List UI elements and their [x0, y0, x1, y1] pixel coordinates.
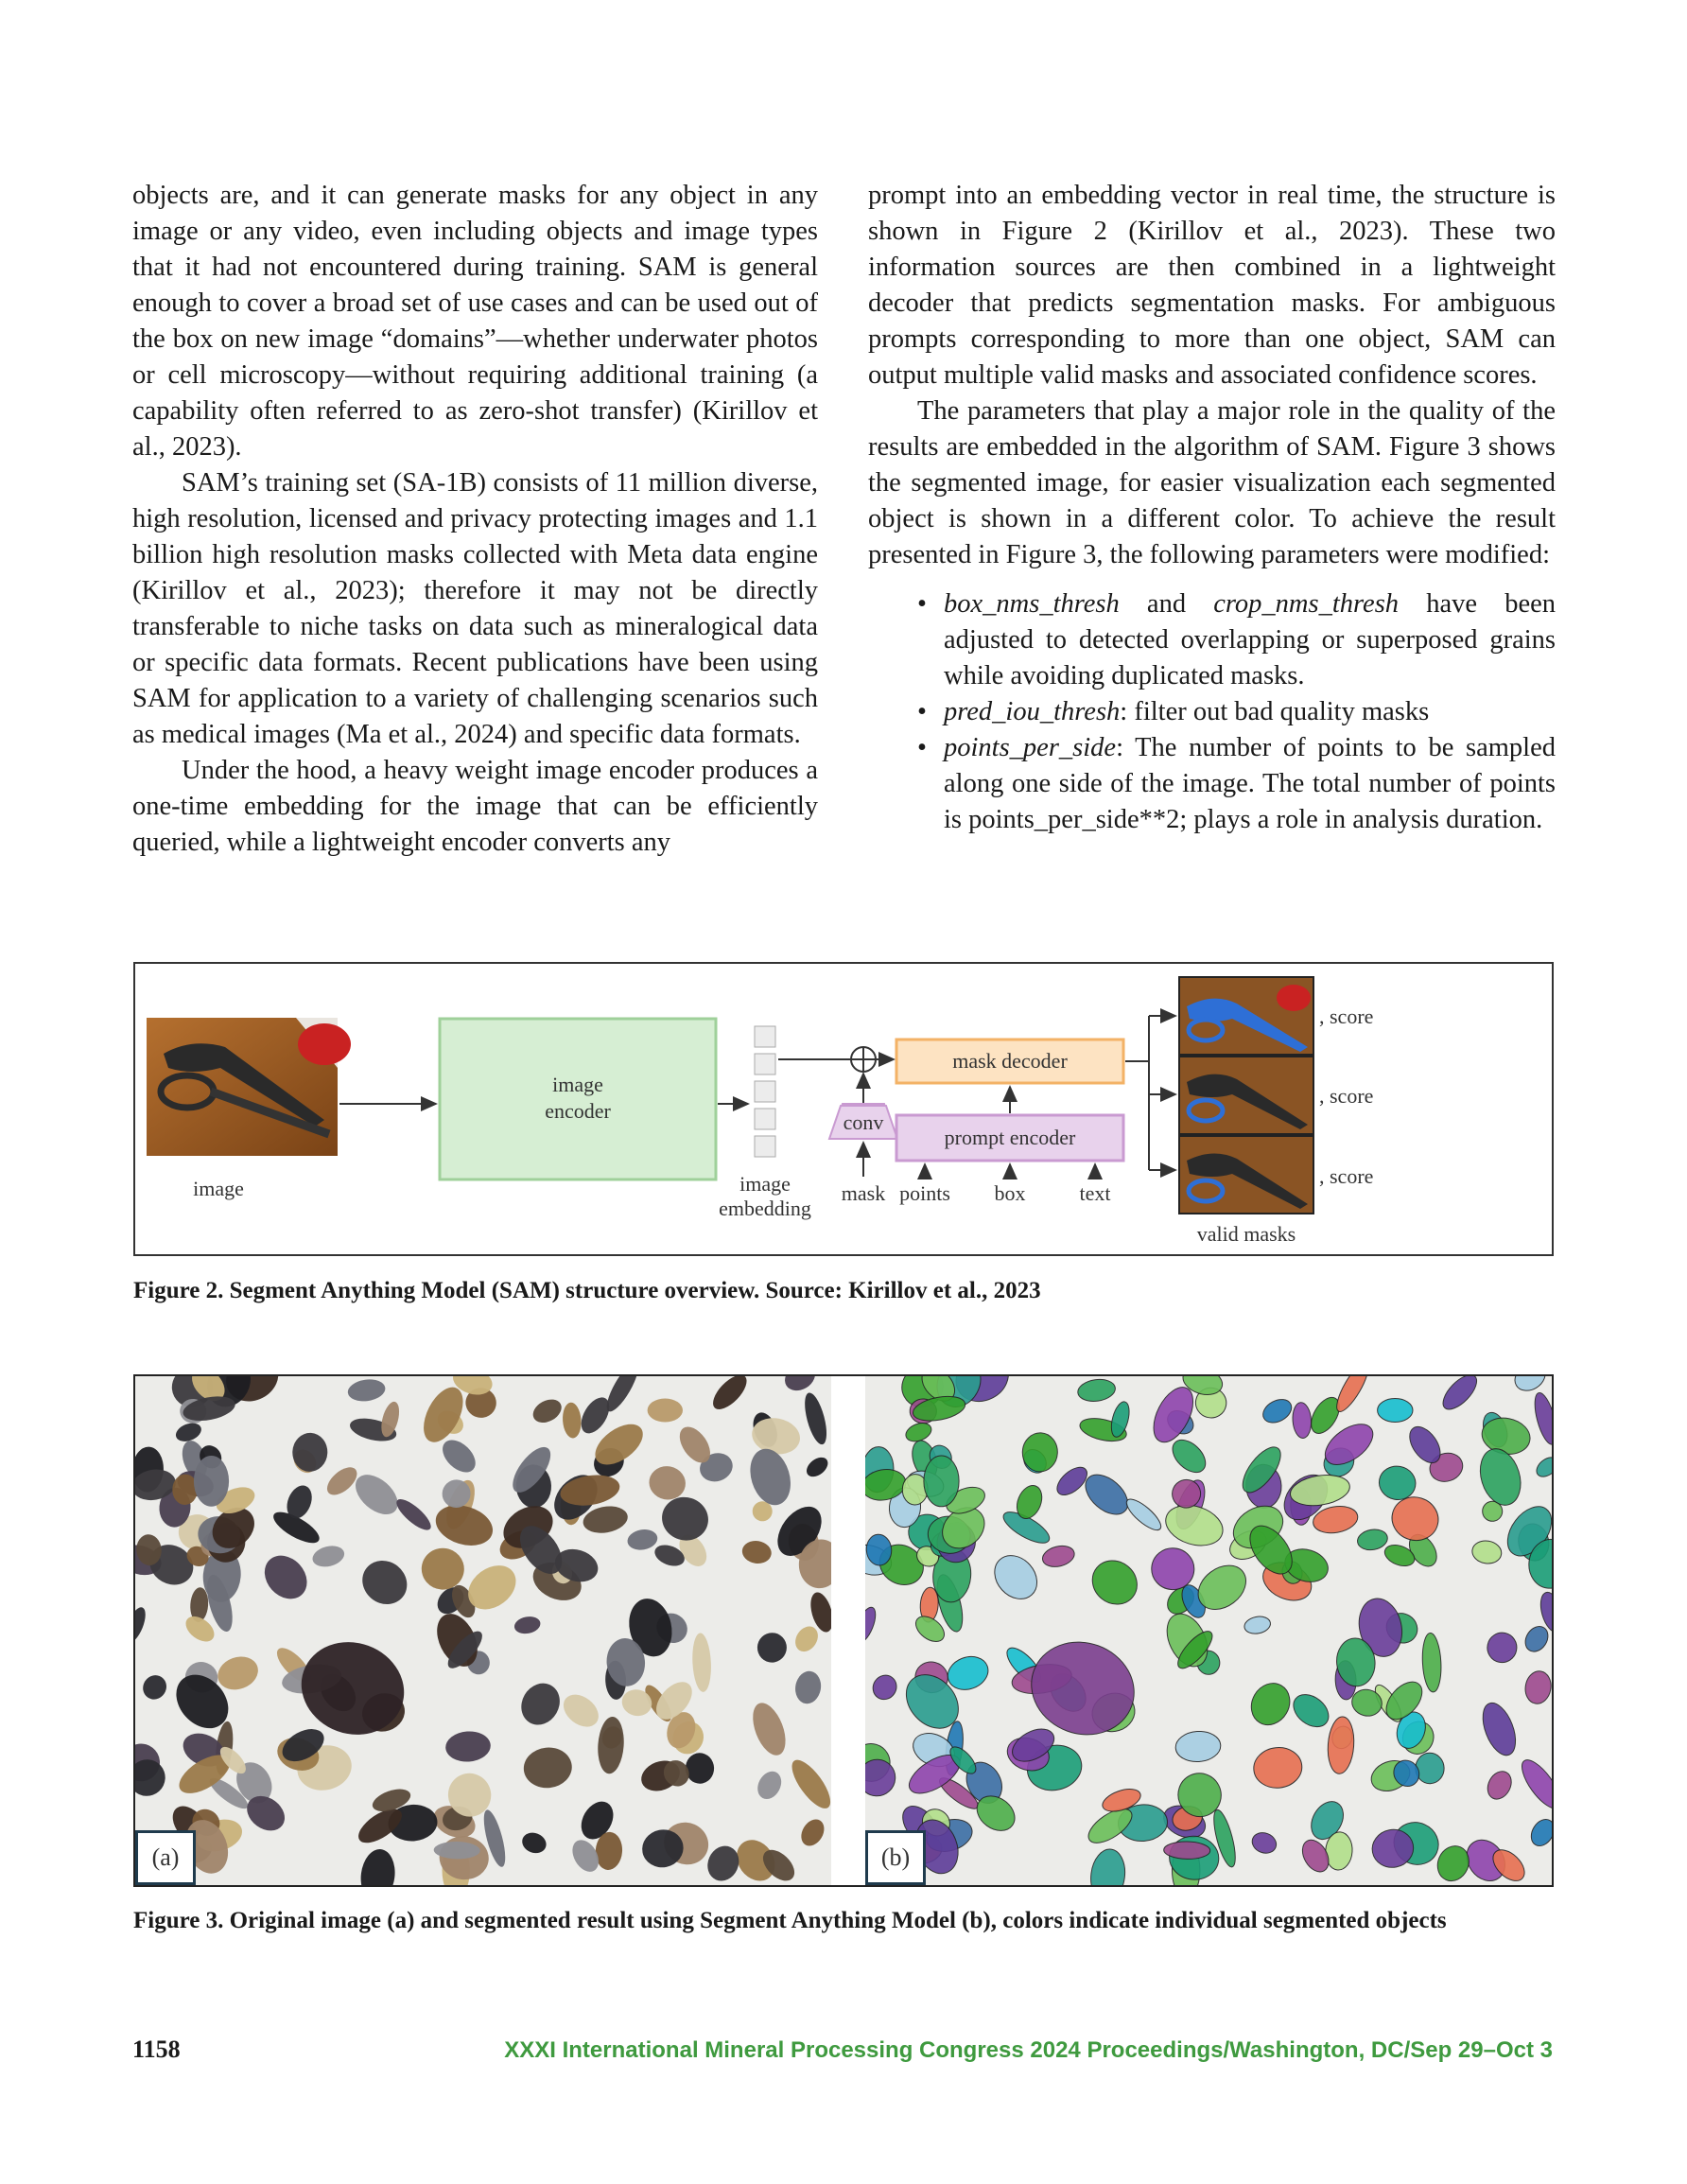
- grain: [791, 1622, 823, 1656]
- score-label-2: , score: [1319, 1084, 1374, 1108]
- grain: [707, 1376, 752, 1415]
- grain: [986, 1547, 1046, 1608]
- grain: [656, 1492, 713, 1546]
- grain: [601, 1376, 644, 1415]
- grain: [430, 1498, 497, 1552]
- original-grains-image: [135, 1376, 831, 1885]
- grain: [753, 1767, 786, 1803]
- figure-2-caption: Figure 2. Segment Anything Model (SAM) structure overview. Source: Kirillov et al., 2023: [133, 1278, 1041, 1303]
- grain: [691, 1633, 713, 1692]
- param-term: pred_iou_thresh: [944, 697, 1121, 726]
- panel-label-a: (a): [135, 1830, 196, 1885]
- grain: [358, 1847, 398, 1885]
- grain: [557, 1688, 604, 1734]
- grain: [256, 1547, 316, 1608]
- grain: [1287, 1688, 1334, 1734]
- grain: [194, 1456, 229, 1507]
- page-number: 1158: [132, 2035, 181, 2063]
- encoder-label-line2: encoder: [545, 1099, 611, 1123]
- grain: [648, 1399, 683, 1423]
- input-box-label: box: [994, 1181, 1026, 1205]
- grain: [529, 1395, 565, 1427]
- input-points-label: points: [899, 1181, 950, 1205]
- grain: [415, 1381, 471, 1448]
- grain: [522, 1745, 574, 1791]
- grain: [903, 1420, 933, 1444]
- grain: [1421, 1633, 1443, 1692]
- right-paragraph-2: The parameters that play a major role in the quality of the results are embedded in the algorithm of SAM. Figure 3 shows the segmented image, for easier visualization each segmented object is shown in a different color. To achieve the result presented in Figure 3, the following parameters were modified:: [868, 396, 1556, 569]
- grain: [1088, 1847, 1128, 1885]
- grain: [1292, 1402, 1313, 1439]
- grain: [135, 1604, 149, 1645]
- grain: [868, 1670, 901, 1704]
- figure-3-caption: Figure 3. Original image (a) and segmented result using Segment Anything Model (b), colors indicate individual segmented objects: [133, 1908, 1447, 1933]
- score-label-3: , score: [1319, 1164, 1374, 1188]
- grain: [437, 1434, 482, 1478]
- grain: [1378, 1399, 1413, 1423]
- grain: [1476, 1699, 1522, 1760]
- grain: [1326, 1716, 1355, 1774]
- grain: [1259, 1395, 1295, 1427]
- param-term: points_per_side: [944, 733, 1117, 762]
- grain: [1174, 1730, 1222, 1763]
- right-paragraph-1: prompt into an embedding vector in real time, the structure is shown in Figure 2 (Kirillov et al., 2023). These two information sources are then combined in a lightweight decoder that predicts segmentation masks. For ambiguous prompts corresponding to more than one object, SAM can output multiple valid masks and associated confidence scores.: [868, 181, 1556, 390]
- right-column: [868, 178, 1556, 838]
- grain: [1164, 1842, 1210, 1860]
- grain: [1515, 1755, 1554, 1814]
- grain: [702, 1841, 744, 1885]
- grain: [596, 1716, 625, 1774]
- list-item: [944, 586, 1556, 694]
- param-term: crop_nms_thresh: [1213, 589, 1400, 619]
- param-term: box_nms_thresh: [944, 589, 1120, 619]
- grain: [346, 1377, 387, 1404]
- param-description: : filter out bad quality masks: [1120, 697, 1430, 726]
- list-item: [944, 730, 1556, 838]
- grain: [1485, 1630, 1520, 1665]
- param-description: : The number of points to be sampled along one side of the image. The total number of points is points_per_side**2; plays a role in analysis duration.: [944, 733, 1556, 834]
- grain: [322, 1462, 362, 1500]
- grain: [1252, 1745, 1304, 1791]
- grain: [801, 1390, 831, 1446]
- grain: [780, 1376, 820, 1396]
- grain: [1244, 1676, 1296, 1732]
- grain: [740, 1539, 773, 1565]
- grain: [392, 1494, 435, 1534]
- image-label: image: [193, 1177, 244, 1200]
- input-text-label: text: [1079, 1181, 1111, 1205]
- grain: [1040, 1543, 1076, 1570]
- grain: [1122, 1494, 1165, 1534]
- grain: [420, 1546, 466, 1592]
- valid-mask-1: [1179, 977, 1313, 1055]
- valid-mask-3: [1179, 1136, 1313, 1214]
- grain: [354, 1551, 416, 1613]
- grain: [755, 1630, 790, 1665]
- score-label-1: , score: [1319, 1005, 1374, 1028]
- param-connector: and: [1119, 589, 1214, 619]
- left-paragraph-2: SAM’s training set (SA-1B) consists of 11 million diverse, high resolution, licensed and privacy protecting images and 1.1 billion high resolution masks collected with Meta data engine (Kirillov et al., 2023); therefore it may not be directly transferable to niche tasks on data such as mineralogical data or specific data formats. Recent publications have been using SAM for application to a variety of challenging scenarios such as medical images (Ma et al., 2024) and specific data formats.: [132, 468, 818, 749]
- segmented-grains-image: [865, 1376, 1554, 1885]
- encoder-label-line1: image: [552, 1073, 603, 1096]
- embedding-label-line2: embedding: [719, 1197, 811, 1220]
- param-description: have been adjusted to detected overlapping or superposed grains while avoiding duplicated masks.: [944, 589, 1556, 690]
- conference-footer: XXXI International Mineral Processing Congress 2024 Proceedings/Washington, DC/Sep 29–Oct 3: [504, 2037, 1553, 2063]
- grain: [1483, 1767, 1516, 1803]
- grain: [1243, 1615, 1272, 1636]
- grain: [1160, 1498, 1227, 1552]
- grain: [444, 1730, 492, 1763]
- grain: [626, 1528, 659, 1552]
- grain: [1356, 1528, 1389, 1552]
- figure-3: [133, 1374, 1554, 1887]
- grain: [1415, 1753, 1444, 1784]
- left-column: [132, 178, 818, 861]
- input-mask-label: mask: [841, 1181, 886, 1205]
- embedding-stack: [755, 1026, 775, 1157]
- left-paragraph-1: objects are, and it can generate masks for any object in any image or any video, even including objects and image types that it had not encountered during training. SAM is general enough to cover a broad set of use cases and can be used out of the box on new image “domains”—whether underwater photos or cell microscopy—without requiring additional training (a capability often referred to as zero-shot transfer) (Kirillov et al., 2023).: [132, 181, 818, 462]
- grain: [1076, 1377, 1117, 1404]
- grain: [1533, 1454, 1554, 1481]
- grain: [785, 1755, 831, 1814]
- valid-masks-label: valid masks: [1196, 1222, 1296, 1246]
- grain: [646, 1463, 688, 1503]
- grain: [792, 1669, 823, 1706]
- grain: [1331, 1376, 1374, 1415]
- grain: [519, 1829, 549, 1857]
- mask-decoder-label: mask decoder: [952, 1049, 1068, 1073]
- grain: [1249, 1829, 1279, 1857]
- grain: [1167, 1434, 1212, 1478]
- valid-mask-2: [1179, 1057, 1313, 1134]
- conv-label: conv: [843, 1110, 884, 1134]
- left-paragraph-3: Under the hood, a heavy weight image encoder produces a one-time embedding for the image that can be efficiently queried, while a lightweight encoder converts any: [132, 756, 818, 857]
- grain: [746, 1699, 791, 1760]
- grain: [1526, 1815, 1554, 1850]
- grain: [924, 1456, 959, 1507]
- grain: [803, 1454, 831, 1481]
- grain: [513, 1676, 566, 1732]
- parameter-list: [868, 586, 1556, 838]
- grain: [1531, 1390, 1554, 1446]
- grain: [1473, 1443, 1526, 1510]
- embedding-label-line1: image: [739, 1172, 791, 1196]
- grain: [1084, 1551, 1146, 1613]
- grain: [562, 1402, 583, 1439]
- grain: [513, 1615, 542, 1636]
- grain: [1470, 1539, 1503, 1565]
- grain: [138, 1670, 171, 1704]
- prompt-encoder-label: prompt encoder: [944, 1126, 1076, 1149]
- grain: [743, 1443, 796, 1510]
- grain: [1522, 1669, 1553, 1706]
- grain: [865, 1604, 879, 1645]
- grain: [1510, 1376, 1550, 1396]
- panel-label-b: (b): [865, 1830, 926, 1885]
- scissors-photo: [147, 1018, 351, 1156]
- grain: [685, 1753, 714, 1784]
- list-item: [944, 694, 1556, 730]
- grain: [310, 1543, 346, 1570]
- grain: [796, 1815, 828, 1850]
- grain: [1437, 1376, 1482, 1415]
- figure-2-diagram: [133, 962, 1554, 1256]
